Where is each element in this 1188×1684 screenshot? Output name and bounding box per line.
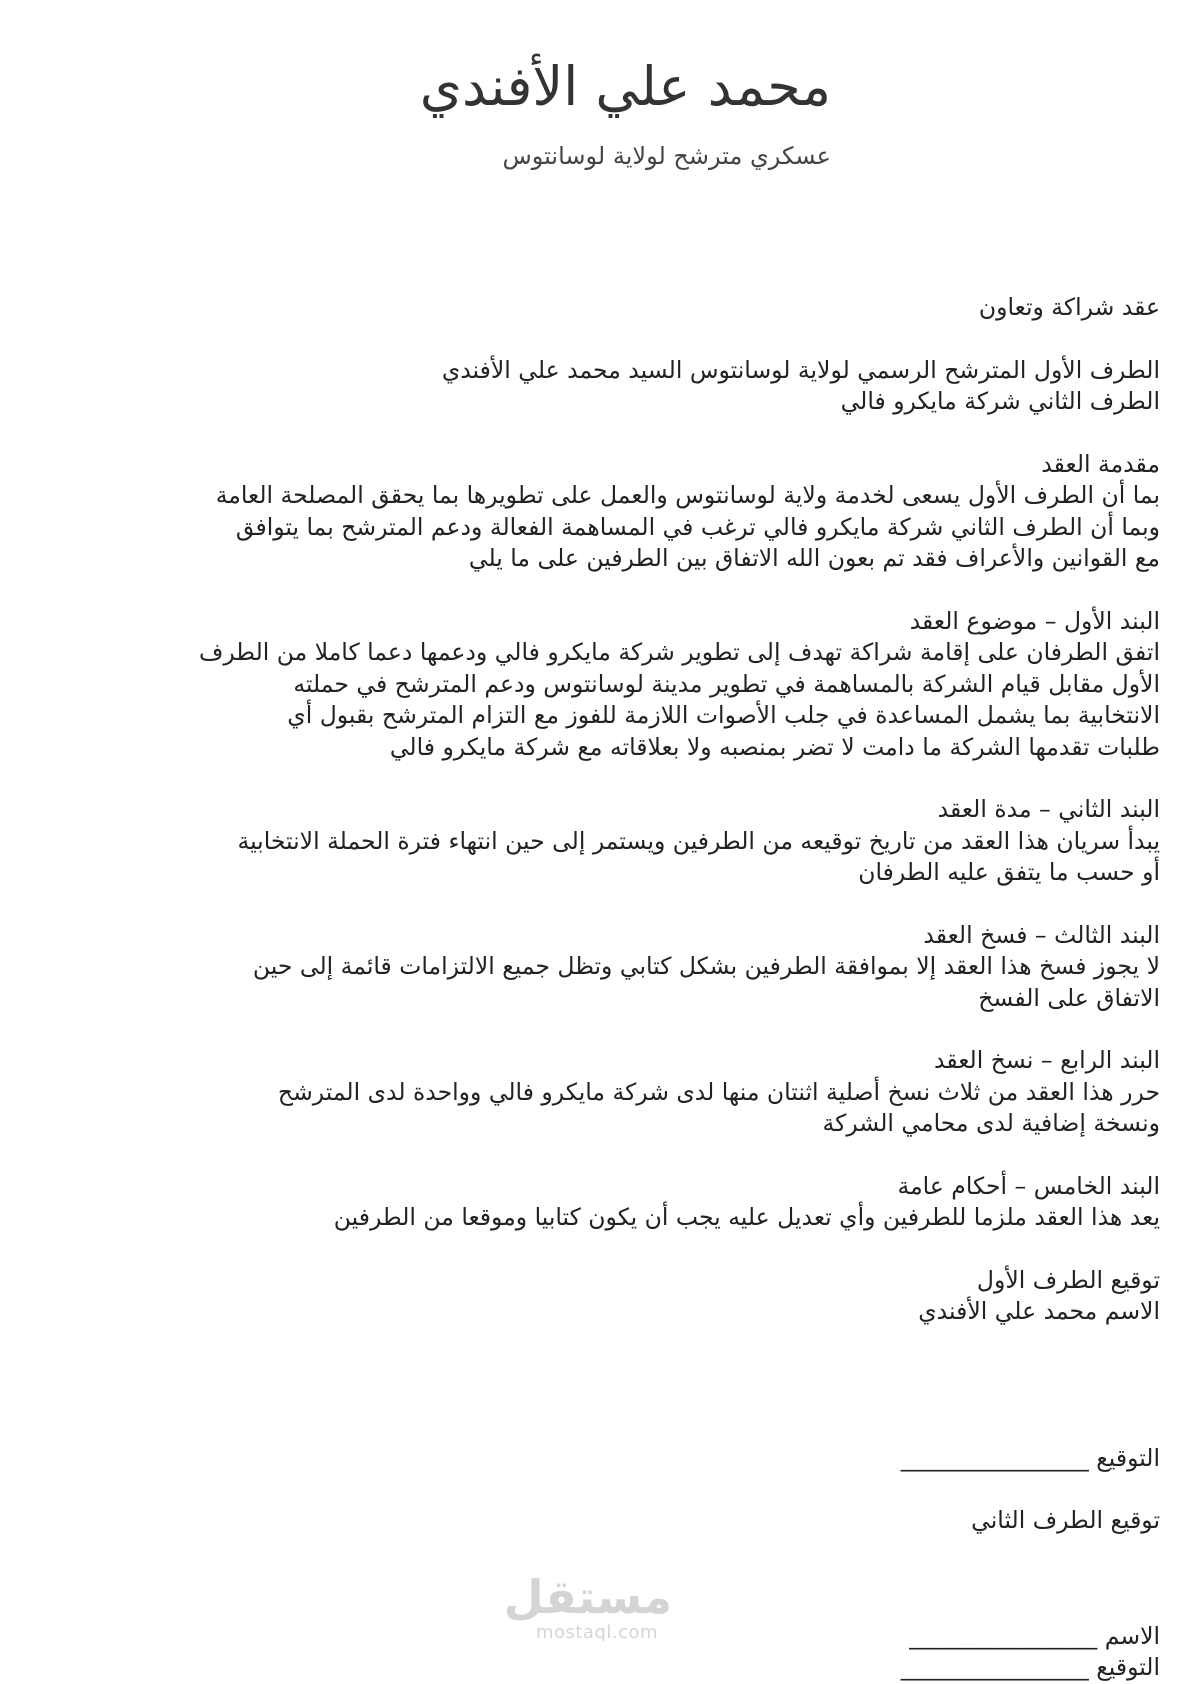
- clause-line: اتفق الطرفان على إقامة شراكة تهدف إلى تطوير شركة مايكرو فالي ودعمها دعما كاملا من الطرف: [198, 638, 1160, 666]
- signature-two-name: الاسم ________________: [909, 1621, 1160, 1650]
- signature-two-line: التوقيع ________________: [900, 1653, 1160, 1681]
- clause-line: طلبات تقدمها الشركة ما دامت لا تضر بمنصبه ولا بعلاقاته مع شركة مايكرو فالي: [389, 732, 1160, 761]
- clause-line: ونسخة إضافية لدى محامي الشركة: [822, 1109, 1160, 1137]
- intro-line: وبما أن الطرف الثاني شركة مايكرو فالي ترغب في المساهمة الفعالة ودعم المترشح بما يتوافق: [235, 512, 1160, 541]
- party-two: الطرف الثاني شركة مايكرو فالي: [840, 387, 1160, 415]
- clause-line: الاتفاق على الفسخ: [978, 983, 1160, 1012]
- clause-heading: البند الخامس – أحكام عامة: [897, 1171, 1160, 1200]
- signature-one-line: التوقيع ________________: [900, 1443, 1160, 1472]
- party-one: الطرف الأول المترشح الرسمي لولاية لوسانتوس السيد محمد علي الأفندي: [441, 355, 1160, 384]
- watermark-arabic: مستقل: [503, 1570, 672, 1624]
- clause-line: الانتخابية بما يشمل المساعدة في جلب الأصوات اللازمة للفوز مع التزام المترشح بقبول أي: [287, 701, 1160, 729]
- intro-line: مع القوانين والأعراف فقد تم بعون الله الاتفاق بين الطرفين على ما يلي: [468, 544, 1160, 572]
- signature-two-heading: توقيع الطرف الثاني: [971, 1506, 1160, 1534]
- author-name: محمد علي الأفندي: [419, 55, 831, 118]
- intro-line: بما أن الطرف الأول يسعى لخدمة ولاية لوسانتوس والعمل على تطويرها بما يحقق المصلحة العامة: [215, 481, 1160, 509]
- clause-heading: البند الثاني – مدة العقد: [937, 795, 1160, 823]
- clause-line: حرر هذا العقد من ثلاث نسخ أصلية اثنتان منها لدى شركة مايكرو فالي وواحدة لدى المترشح: [277, 1077, 1160, 1106]
- intro-heading: مقدمة العقد: [1041, 449, 1160, 478]
- clause-line: يعد هذا العقد ملزما للطرفين وأي تعديل عليه يجب أن يكون كتابيا وموقعا من الطرفين: [333, 1203, 1160, 1231]
- clause-heading: البند الرابع – نسخ العقد: [934, 1046, 1160, 1074]
- contract-body: [20, 292, 1160, 1684]
- clause-line: لا يجوز فسخ هذا العقد إلا بموافقة الطرفين بشكل كتابي وتظل جميع الالتزامات قائمة إلى حين: [252, 952, 1160, 980]
- signature-one-name: الاسم محمد علي الأفندي: [918, 1297, 1160, 1325]
- watermark-logo: [503, 1570, 672, 1643]
- watermark-latin: mostaql.com: [535, 1622, 659, 1643]
- clause-heading: البند الأول – موضوع العقد: [909, 606, 1160, 635]
- clause-line: أو حسب ما يتفق عليه الطرفان: [858, 858, 1160, 886]
- signature-one-heading: توقيع الطرف الأول: [976, 1265, 1160, 1294]
- author-subtitle: عسكري مترشح لولاية لوسانتوس: [502, 142, 831, 170]
- clause-line: يبدأ سريان هذا العقد من تاريخ توقيعه من الطرفين ويستمر إلى حين انتهاء فترة الحملة الانتخابية: [237, 826, 1160, 855]
- clause-heading: البند الثالث – فسخ العقد: [923, 920, 1160, 949]
- contract-title: عقد شراكة وتعاون: [978, 293, 1160, 321]
- clause-line: الأول مقابل قيام الشركة بالمساهمة في تطوير مدينة لوسانتوس ودعم المترشح في حملته: [293, 669, 1160, 698]
